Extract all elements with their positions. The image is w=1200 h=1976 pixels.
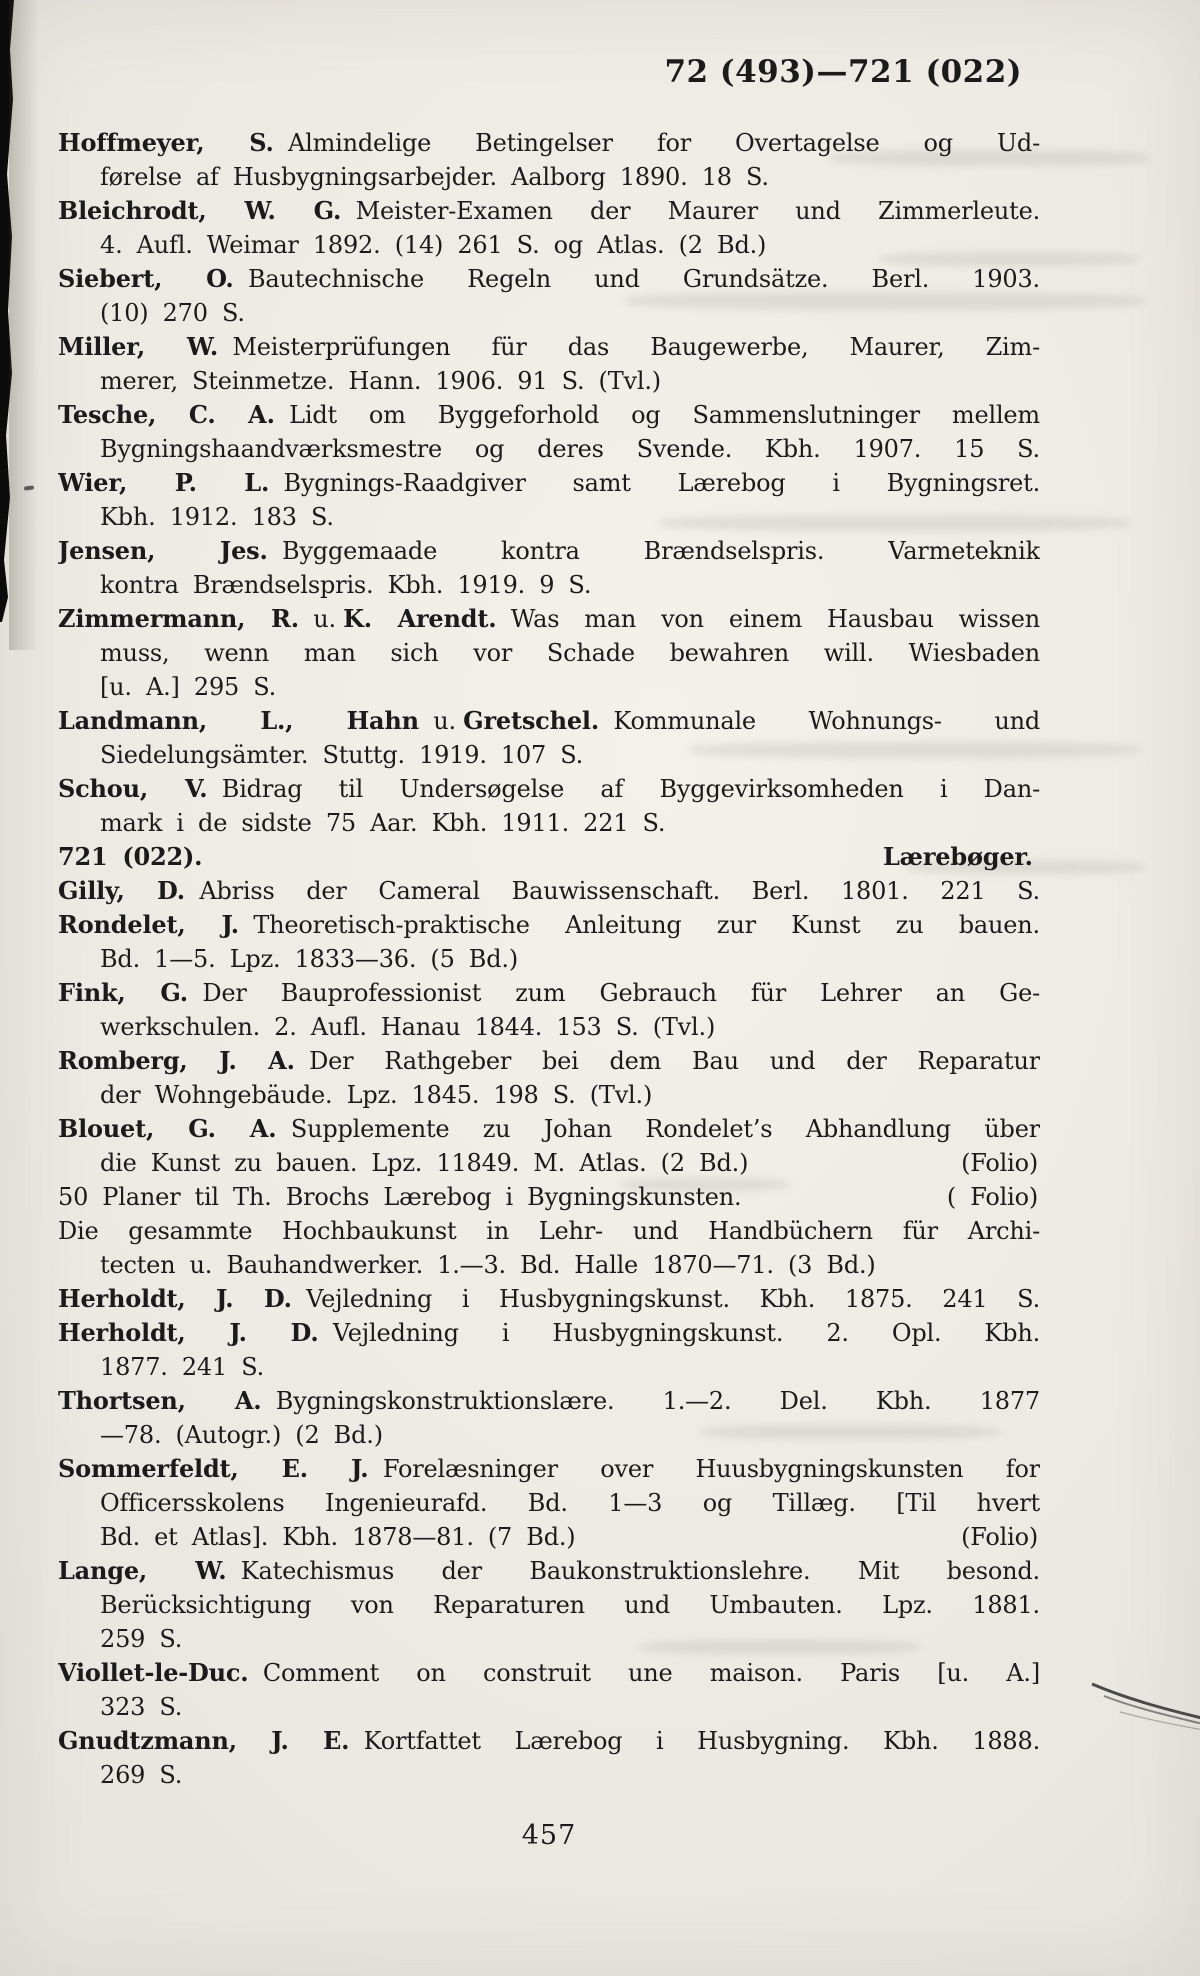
entry-line xyxy=(58,738,1040,772)
entry-line xyxy=(58,1486,1040,1520)
author-name: Sommerfeldt, E. J. xyxy=(58,1454,369,1483)
entry-line-text xyxy=(100,435,1040,463)
entry-line-text xyxy=(58,537,1040,565)
entry-text: Bygningshaandværksmestre og deres Svende. Kbh. 1907. 15 S. xyxy=(100,435,1040,463)
entry-line xyxy=(58,670,1040,704)
entry-text: 259 S. xyxy=(100,1625,183,1653)
entry-line xyxy=(58,398,1040,432)
entry-text: Almindelige Betingelser for Overtagelse og Ud- xyxy=(288,129,1040,157)
entry-line-text xyxy=(100,1013,715,1041)
entry-line xyxy=(58,160,1040,194)
format-note: (Folio) xyxy=(961,1523,1038,1551)
entry-line-text xyxy=(58,1115,1040,1143)
binding-shadow-gradient xyxy=(9,0,39,650)
entry-text: Die gesammte Hochbaukunst in Lehr- und Handbüchern für Archi- xyxy=(58,1217,1040,1245)
entry-text: Kbh. 1912. 183 S. xyxy=(100,503,334,531)
entry-text: Theoretisch-praktische Anleitung zur Kunst zu bauen. xyxy=(253,911,1040,939)
entry-line-text xyxy=(100,945,518,973)
entry-line-text xyxy=(58,401,1040,429)
entry-text: 1877. 241 S. xyxy=(100,1353,265,1381)
entry-line-text xyxy=(58,911,1040,939)
entry-line xyxy=(58,1248,1040,1282)
entry-line xyxy=(58,194,1040,228)
author-name: Schou, V. xyxy=(58,774,208,803)
entry-line-text xyxy=(58,605,1040,633)
entry-text: førelse af Husbygningsarbejder. Aalborg 1890. 18 S. xyxy=(100,163,769,191)
entry-line xyxy=(58,330,1040,364)
entry-text: werkschulen. 2. Aufl. Hanau 1844. 153 S. (Tvl.) xyxy=(100,1013,716,1041)
entry-text: Der Rathgeber bei dem Bau und der Reparatur xyxy=(309,1047,1040,1075)
entry-line-text xyxy=(58,707,1040,735)
entry-line xyxy=(58,1418,1040,1452)
entry-text: Forelæsninger over Huusbygningskunsten for xyxy=(382,1455,1040,1483)
entry-line-text xyxy=(58,469,1040,497)
entry-text: der Wohngebäude. Lpz. 1845. 198 S. (Tvl.) xyxy=(100,1081,653,1109)
entry-line xyxy=(58,364,1040,398)
entry-text: —78. (Autogr.) (2 Bd.) xyxy=(100,1421,383,1449)
entry-text: u. xyxy=(433,707,456,735)
author-name: Jensen, Jes. xyxy=(58,536,268,565)
entry-line xyxy=(58,1214,1040,1248)
entry-line-text xyxy=(58,129,1040,157)
entry-line-text xyxy=(58,979,1040,1007)
section-heading xyxy=(58,840,1040,874)
entry-text: Officersskolens Ingenieurafd. Bd. 1—3 og Tillæg. [Til hvert xyxy=(100,1489,1040,1517)
author-name: Gretschel. xyxy=(463,706,599,735)
entry-text: [u. A.] 295 S. xyxy=(100,673,277,701)
author-name: Herholdt, J. D. xyxy=(58,1284,292,1313)
entry-text: Bidrag til Undersøgelse af Byggevirksomheden i Dan- xyxy=(221,775,1040,803)
author-name: Wier, P. L. xyxy=(58,468,270,497)
entry-text: muss, wenn man sich vor Schade bewahren will. Wiesbaden xyxy=(100,639,1040,667)
section-number: 721 (022). xyxy=(58,842,203,871)
entry-line xyxy=(58,1690,1040,1724)
entry-line-text xyxy=(58,1659,1040,1687)
entry-line-text xyxy=(100,639,1040,667)
entry-line xyxy=(58,1656,1040,1690)
entry-line-text xyxy=(100,1081,652,1109)
entry-line-text xyxy=(100,367,661,395)
entry-line-text xyxy=(100,1353,264,1381)
author-name: Landmann, L., Hahn xyxy=(58,706,419,735)
author-name: Bleichrodt, W. G. xyxy=(58,196,342,225)
entry-text: tecten u. Bauhandwerker. 1.—3. Bd. Halle 1870—71. (3 Bd.) xyxy=(100,1251,876,1279)
entry-line-text xyxy=(58,1285,1040,1313)
entry-line-text xyxy=(58,1217,1040,1245)
entry-line xyxy=(58,976,1040,1010)
entry-line-text xyxy=(58,1455,1040,1483)
entry-line xyxy=(58,534,1040,568)
entry-text: Berücksichtigung von Reparaturen und Umbauten. Lpz. 1881. xyxy=(100,1591,1040,1619)
author-name: Gnudtzmann, J. E. xyxy=(58,1726,350,1755)
page-text-block xyxy=(58,126,1040,1792)
entry-line-text xyxy=(58,1387,1040,1415)
format-note: ( Folio) xyxy=(946,1183,1038,1211)
entry-line xyxy=(58,1622,1040,1656)
author-name: Rondelet, J. xyxy=(58,910,239,939)
entry-line xyxy=(58,874,1040,908)
entry-line-text xyxy=(58,333,1040,361)
entry-text: Bygnings-Raadgiver samt Lærebog i Bygningsret. xyxy=(283,469,1040,497)
entry-line xyxy=(58,1282,1040,1316)
entry-line xyxy=(58,636,1040,670)
author-name: Hoffmeyer, S. xyxy=(58,128,274,157)
entry-line xyxy=(58,126,1040,160)
entry-line xyxy=(58,432,1040,466)
entry-line-text xyxy=(58,265,1040,293)
entry-line-text xyxy=(58,197,1040,225)
entry-line xyxy=(58,1180,1040,1214)
entry-text: Meisterprüfungen für das Baugewerbe, Maurer, Zim- xyxy=(232,333,1040,361)
entry-line-text xyxy=(100,1489,1040,1517)
entry-line-text xyxy=(100,1146,748,1180)
entry-text: Vejledning i Husbygningskunst. Kbh. 1875. 241 S. xyxy=(306,1285,1040,1313)
entry-line xyxy=(58,1554,1040,1588)
entry-line-text xyxy=(100,1693,182,1721)
entry-line xyxy=(58,1146,1040,1180)
author-name: Thortsen, A. xyxy=(58,1386,262,1415)
entry-line-text xyxy=(58,877,1040,905)
entry-text: kontra Brændselspris. Kbh. 1919. 9 S. xyxy=(100,571,592,599)
author-name: Blouet, G. A. xyxy=(58,1114,277,1143)
entry-line xyxy=(58,1010,1040,1044)
author-name: Viollet-le-Duc. xyxy=(58,1658,249,1687)
entry-line-text xyxy=(100,809,665,837)
entry-line-text xyxy=(100,231,766,259)
author-name: Siebert, O. xyxy=(58,264,234,293)
entry-line xyxy=(58,602,1040,636)
entry-text: mark i de sidste 75 Aar. Kbh. 1911. 221 S. xyxy=(100,809,666,837)
entry-text: 323 S. xyxy=(100,1693,183,1721)
entry-line xyxy=(58,1588,1040,1622)
entry-line xyxy=(58,1520,1040,1554)
entry-text: Der Bauprofessionist zum Gebrauch für Lehrer an Ge- xyxy=(202,979,1040,1007)
entry-line xyxy=(58,1452,1040,1486)
author-name: Herholdt, J. D. xyxy=(58,1318,319,1347)
entry-line-text xyxy=(100,299,245,327)
entry-text: u. xyxy=(313,605,336,633)
entry-line-text xyxy=(58,1180,741,1214)
author-name: Fink, G. xyxy=(58,978,188,1007)
entry-text: 4. Aufl. Weimar 1892. (14) 261 S. og Atlas. (2 Bd.) xyxy=(100,231,767,259)
entry-line xyxy=(58,1078,1040,1112)
entry-text: Meister-Examen der Maurer und Zimmerleute. xyxy=(355,197,1040,225)
author-name: Miller, W. xyxy=(58,332,219,361)
entry-line xyxy=(58,1724,1040,1758)
entry-text: Siedelungsämter. Stuttg. 1919. 107 S. xyxy=(100,741,584,769)
entry-text: Bautechnische Regeln und Grundsätze. Berl. 1903. xyxy=(247,265,1040,293)
entry-text: Bygningskonstruktionslære. 1.—2. Del. Kbh. 1877 xyxy=(275,1387,1040,1415)
entry-line xyxy=(58,1112,1040,1146)
entry-line xyxy=(58,704,1040,738)
author-name: Lange, W. xyxy=(58,1556,227,1585)
entry-text: 50 Planer til Th. Brochs Lærebog i Bygningskunsten. xyxy=(58,1183,742,1211)
entry-text: Was man von einem Hausbau wissen xyxy=(510,605,1040,633)
entry-line xyxy=(58,1384,1040,1418)
entry-line xyxy=(58,772,1040,806)
entry-line xyxy=(58,568,1040,602)
entry-line xyxy=(58,1044,1040,1078)
entry-line-text xyxy=(100,163,769,191)
entry-line-text xyxy=(100,1761,182,1789)
entry-text: Kortfattet Lærebog i Husbygning. Kbh. 1888. xyxy=(363,1727,1040,1755)
entry-line xyxy=(58,1316,1040,1350)
entry-line-text xyxy=(100,1625,182,1653)
entry-text: Lidt om Byggeforhold og Sammenslutninger mellem xyxy=(289,401,1040,429)
entry-line xyxy=(58,942,1040,976)
pen-mark xyxy=(1090,1678,1200,1738)
entry-text: Supplemente zu Johan Rondelet’s Abhandlung über xyxy=(290,1115,1040,1143)
entry-text: Katechismus der Baukonstruktionslehre. Mit besond. xyxy=(240,1557,1040,1585)
entry-line xyxy=(58,262,1040,296)
entry-line-text xyxy=(58,1319,1040,1347)
entry-line-text xyxy=(58,1557,1040,1585)
entry-line-text xyxy=(100,1591,1040,1619)
entry-text: Vejledning i Husbygningskunst. 2. Opl. Kbh. xyxy=(332,1319,1040,1347)
author-name: K. Arendt. xyxy=(343,604,497,633)
author-name: Tesche, C. A. xyxy=(58,400,275,429)
entry-text: 269 S. xyxy=(100,1761,183,1789)
entry-text: Bd. et Atlas]. Kbh. 1878—81. (7 Bd.) xyxy=(100,1523,576,1551)
entry-line-text xyxy=(100,1251,876,1279)
entry-text: Byggemaade kontra Brændselspris. Varmeteknik xyxy=(282,537,1040,565)
page-header-classification: 72 (493)—721 (022) xyxy=(664,54,1022,90)
author-name: Gilly, D. xyxy=(58,876,185,905)
entry-line-text xyxy=(100,503,334,531)
entry-line-text xyxy=(100,1421,383,1449)
format-note: (Folio) xyxy=(961,1149,1038,1177)
entry-line xyxy=(58,296,1040,330)
entry-text: (10) 270 S. xyxy=(100,299,245,327)
entry-line xyxy=(58,1758,1040,1792)
entry-text: Comment on construit une maison. Paris [u. A.] xyxy=(262,1659,1040,1687)
entry-line-text xyxy=(100,673,276,701)
entry-text: merer, Steinmetze. Hann. 1906. 91 S. (Tvl.) xyxy=(100,367,661,395)
entry-line xyxy=(58,466,1040,500)
entry-line-text xyxy=(58,1047,1040,1075)
entry-line xyxy=(58,806,1040,840)
entry-line-text xyxy=(100,741,583,769)
entry-line xyxy=(58,500,1040,534)
entry-text: Bd. 1—5. Lpz. 1833—36. (5 Bd.) xyxy=(100,945,518,973)
entry-text: Kommunale Wohnungs- und xyxy=(613,707,1040,735)
entry-line-text xyxy=(100,1520,575,1554)
author-name: Zimmermann, R. xyxy=(58,604,299,633)
entry-line xyxy=(58,228,1040,262)
section-title: Lærebøger. xyxy=(882,842,1033,871)
entry-text: Abriss der Cameral Bauwissenschaft. Berl. 1801. 221 S. xyxy=(199,877,1040,905)
entry-line xyxy=(58,908,1040,942)
author-name: Romberg, J. A. xyxy=(58,1046,295,1075)
entry-line xyxy=(58,1350,1040,1384)
page-number: 457 xyxy=(521,1820,577,1851)
entry-line-text xyxy=(58,840,210,874)
entry-text: die Kunst zu bauen. Lpz. 11849. M. Atlas. (2 Bd.) xyxy=(100,1149,749,1177)
entry-line-text xyxy=(58,775,1040,803)
entry-line-text xyxy=(100,571,591,599)
entry-line-text xyxy=(58,1727,1040,1755)
